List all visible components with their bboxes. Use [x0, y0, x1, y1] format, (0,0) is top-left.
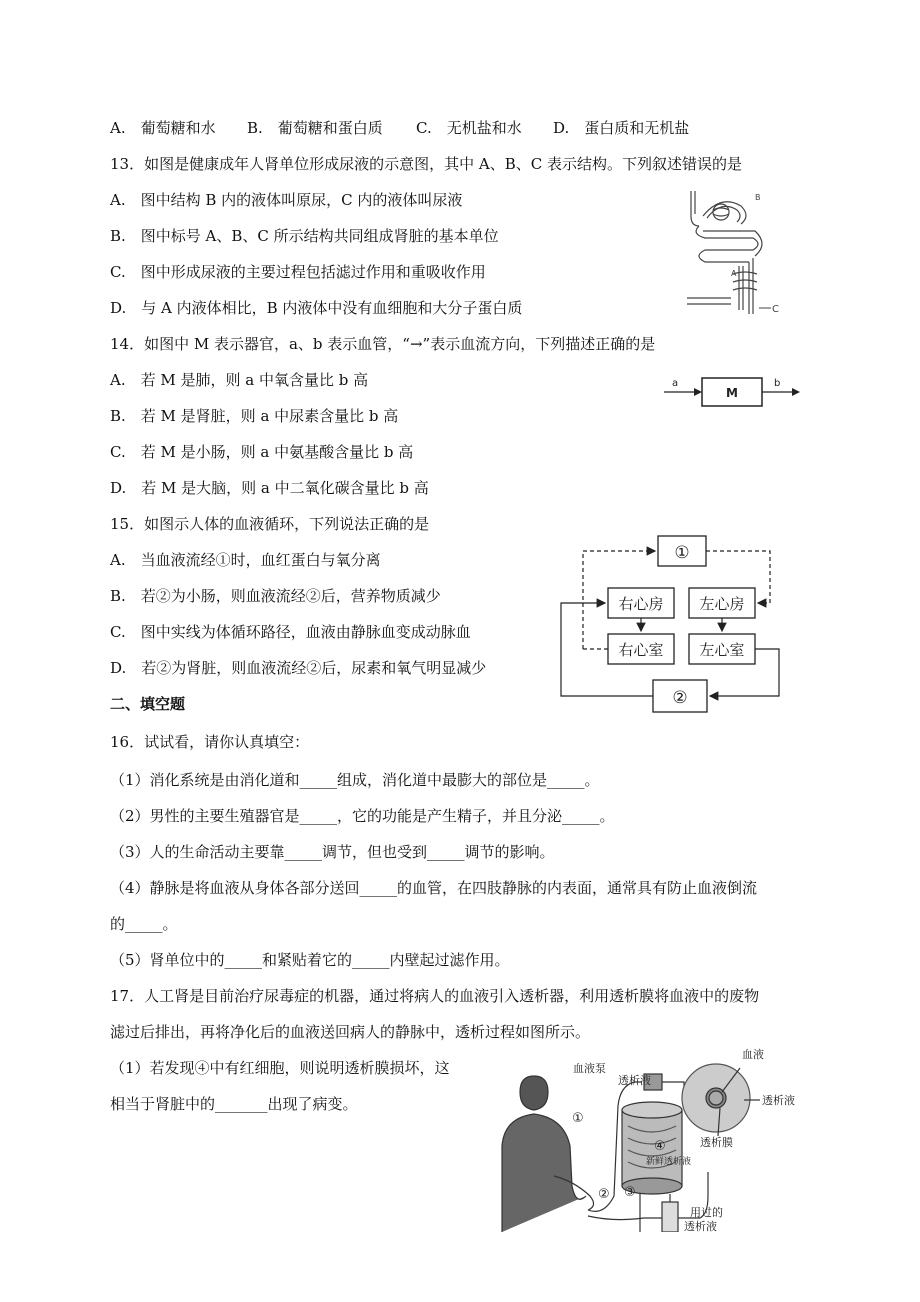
- step-1-label: ①: [572, 1111, 584, 1126]
- vessel-a-label: a: [672, 378, 679, 389]
- q17-sub-1a: （1）若发现④中有红细胞，则说明透析膜损坏，这: [110, 1059, 450, 1077]
- membrane-label: 透析膜: [700, 1136, 733, 1149]
- q16-stem: 16．试试看，请你认真填空：: [110, 733, 310, 751]
- fresh-dialysate-label: 新鲜透析液: [646, 1157, 692, 1167]
- q13-option-a: A. 图中结构 B 内的液体叫原尿，C 内的液体叫尿液: [110, 191, 463, 209]
- q15-option-a: A. 当血液流经①时，血红蛋白与氧分离: [110, 551, 381, 569]
- q12-option-a: A. 葡萄糖和水: [110, 119, 216, 137]
- q17-sub-1b: 相当于肾脏中的_______出现了病变。: [110, 1095, 358, 1113]
- q13-option-c: C. 图中形成尿液的主要过程包括滤过作用和重吸收作用: [110, 263, 486, 281]
- used-dialysate-label-2: 透析液: [684, 1220, 717, 1232]
- dialysate-label: 透析液: [618, 1074, 651, 1087]
- used-dialysate-label-1: 用过的: [690, 1206, 723, 1219]
- q15-option-b: B. 若②为小肠，则血液流经②后，营养物质减少: [110, 587, 441, 605]
- dialysate-right-label: 透析液: [762, 1094, 795, 1107]
- q16-item-1: （1）消化系统是由消化道和_____组成，消化道中最膨大的部位是_____。: [110, 771, 600, 789]
- step-4-label: ④: [654, 1139, 666, 1154]
- circulation-figure: [555, 530, 795, 716]
- q14-stem: 14．如图中 M 表示器官，a、b 表示血管，“→”表示血流方向，下列描述正确的是: [110, 335, 656, 353]
- right-atrium-label: 右心房: [618, 595, 664, 613]
- q17-stem-2: 滤过后排出，再将净化后的血液送回病人的静脉中，透析过程如图所示。: [110, 1023, 591, 1041]
- q12-option-b: B. 葡萄糖和蛋白质: [247, 119, 383, 137]
- q15-option-d: D. 若②为肾脏，则血液流经②后，尿素和氧气明显减少: [110, 659, 487, 677]
- left-ventricle-label: 左心室: [699, 641, 745, 659]
- nephron-label-a: A: [731, 269, 737, 278]
- nephron-label-c: C: [772, 304, 779, 315]
- q13-option-b: B. 图中标号 A、B、C 所示结构共同组成肾脏的基本单位: [110, 227, 499, 245]
- nephron-figure: [683, 186, 783, 316]
- q14-option-c: C. 若 M 是小肠，则 a 中氨基酸含量比 b 高: [110, 443, 414, 461]
- organ-m-label: M: [726, 386, 738, 400]
- q15-option-c: C. 图中实线为体循环路径，血液由静脉血变成动脉血: [110, 623, 471, 641]
- q16-item-4: （4）静脉是将血液从身体各部分送回_____的血管，在四肢静脉的内表面，通常具有防止血液倒流: [110, 879, 758, 897]
- dialysis-figure: [494, 1046, 814, 1232]
- nephron-label-b: B: [755, 193, 761, 202]
- pump-label: 血液泵: [573, 1062, 606, 1075]
- q14-option-d: D. 若 M 是大脑，则 a 中二氧化碳含量比 b 高: [110, 479, 429, 497]
- blood-label: 血液: [742, 1048, 764, 1061]
- q14-option-a: A. 若 M 是肺，则 a 中氧含量比 b 高: [110, 371, 369, 389]
- right-ventricle-label: 右心室: [618, 641, 664, 659]
- step-2-label: ②: [598, 1187, 610, 1202]
- q16-item-3: （3）人的生命活动主要靠_____调节，但也受到_____调节的影响。: [110, 843, 555, 861]
- q17-stem-1: 17．人工肾是目前治疗尿毒症的机器，通过将病人的血液引入透析器，利用透析膜将血液中的废物: [110, 987, 760, 1005]
- vessel-b-label: b: [774, 378, 781, 389]
- step-3-label: ③: [624, 1185, 636, 1200]
- q12-option-c: C. 无机盐和水: [416, 119, 522, 137]
- organ-flow-figure: [660, 372, 810, 410]
- q14-option-b: B. 若 M 是肾脏，则 a 中尿素含量比 b 高: [110, 407, 399, 425]
- q16-item-2: （2）男性的主要生殖器官是_____，它的功能是产生精子，并且分泌_____。: [110, 807, 615, 825]
- q12-option-d: D. 蛋白质和无机盐: [553, 119, 690, 137]
- section-fill-in-heading: 二、填空题: [110, 695, 186, 713]
- node-1-label: ①: [674, 543, 690, 563]
- q13-option-d: D. 与 A 内液体相比，B 内液体中没有血细胞和大分子蛋白质: [110, 299, 523, 317]
- q16-item-4-cont: 的_____。: [110, 915, 178, 933]
- q13-stem: 13．如图是健康成年人肾单位形成尿液的示意图，其中 A、B、C 表示结构。下列叙述错误的是: [110, 155, 742, 173]
- node-2-label: ②: [672, 688, 688, 708]
- q16-item-5: （5）肾单位中的_____和紧贴着它的_____内壁起过滤作用。: [110, 951, 510, 969]
- left-atrium-label: 左心房: [699, 595, 745, 613]
- q15-stem: 15．如图示人体的血液循环，下列说法正确的是: [110, 515, 430, 533]
